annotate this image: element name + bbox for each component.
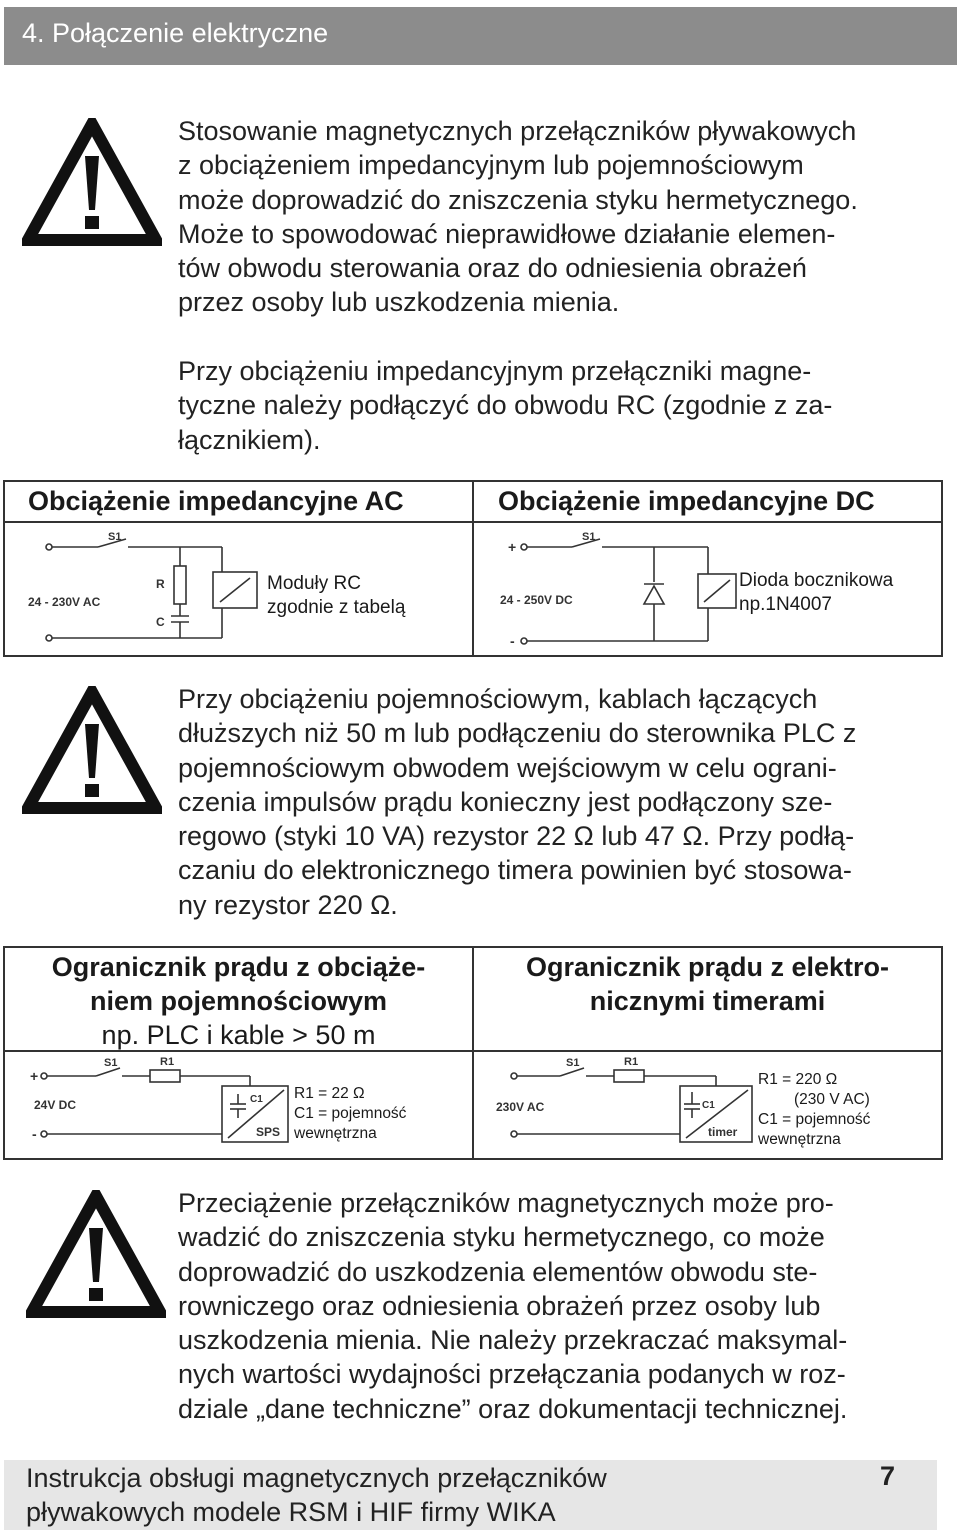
warning-triangle-icon [22,118,162,248]
text-line: z obciążeniem impedancyjnym lub pojemnościowym [178,150,804,181]
table-header-divider [3,521,943,523]
switch-label: S1 [566,1057,580,1069]
text-line: Przy obciążeniu impedancyjnym przełączniki magne- [178,356,812,386]
supply-label: 24 - 230V AC [28,595,101,609]
text-line: czenia impulsów prądu konieczny jest podłączony sze- [178,786,833,817]
plc-limiter-note [294,1084,406,1144]
switch-label: S1 [582,531,596,543]
text-line: przez osoby lub uszkodzenia mienia. [178,287,620,318]
text-line: łącznikiem). [178,424,321,455]
text-line: tów obwodu sterowania oraz do odniesienia obrażeń [178,253,807,284]
note-line: R1 = 220 Ω [758,1071,838,1088]
note-line: Dioda bocznikowa [739,570,894,591]
note-line: R1 = 22 Ω [294,1085,365,1102]
text-line: Przy obciążeniu pojemnościowym, kablach łączących [178,684,818,714]
device-label: timer [708,1125,738,1139]
warning-triangle-icon [26,1190,166,1320]
warning-1-text [178,114,938,320]
warning-triangle-icon [22,686,162,816]
text-line: pojemnościowym obwodem wejściowym w celu ograni- [178,752,837,783]
text-line: rowniczego oraz odniesienia obrażeń przez osoby lub [178,1290,821,1321]
text-line: nych wartości wydajności przełączania podanych w roz- [178,1359,846,1390]
text-line: Stosowanie magnetycznych przełączników pływakowych [178,116,857,146]
resistor-label: R [156,577,165,591]
plc-limiter-circuit-diagram [20,1052,290,1152]
note-line: wewnętrzna [294,1125,377,1142]
warning-3-text [178,1186,938,1426]
warning-2-text [178,682,938,922]
text-line: doprowadzić do uszkodzenia elementów obwodu ste- [178,1256,818,1287]
note-line: C1 = pojemność [758,1111,871,1128]
timer-limiter-circuit-diagram [490,1052,760,1152]
text-line: czaniu do elektronicznego timera powinien być stosowa- [178,855,852,886]
resistor-label: R1 [624,1056,639,1068]
capacitor-label: C1 [250,1094,263,1105]
ac-circuit-note [267,572,405,620]
resistor-label: R1 [160,1056,175,1068]
heading-line: nicznymi timerami [589,986,826,1016]
note-line: zgodnie z tabelą [267,597,406,618]
text-line: wadzić do zniszczenia styku hermetycznego, co może [178,1222,825,1253]
text-line: tyczne należy podłączyć do obwodu RC (zgodnie z za- [178,390,833,421]
text-line: ny rezystor 220 Ω. [178,889,398,920]
warning-1-rc-text [178,354,938,457]
capacitive-limiter-heading [5,950,472,1018]
capacitive-limiter-subheading: np. PLC i kable > 50 m [101,1020,376,1050]
ac-load-heading: Obciążenie impedancyjne AC [28,486,404,516]
note-line: (230 V AC) [794,1091,870,1108]
supply-label: 24 - 250V DC [500,593,573,607]
footer-document-title [26,1461,607,1529]
text-line: Może to spowodować nieprawidłowe działanie elemen- [178,218,836,249]
text-line: Przeciążenie przełączników magnetycznych może pro- [178,1188,834,1218]
table-divider [472,480,474,657]
text-line: uszkodzenia mienia. Nie należy przekraczać maksymal- [178,1325,848,1356]
capacitor-label: C [156,615,165,629]
heading-line: Ogranicznik prądu z elektro- [525,952,890,982]
dc-circuit-note [739,569,893,617]
note-line: Moduły RC [267,573,361,594]
note-line: C1 = pojemność [294,1105,407,1122]
device-label: SPS [256,1125,281,1139]
dc-load-heading: Obciążenie impedancyjne DC [498,486,875,516]
timer-limiter-heading [474,950,941,1018]
footer-line: pływakowych modele RSM i HIF firmy WIKA [26,1497,556,1527]
note-line: wewnętrzna [758,1131,841,1148]
plus-label: + [30,1068,39,1084]
switch-label: S1 [108,531,122,543]
text-line: regowo (styki 10 VA) rezystor 22 Ω lub 47 Ω. Przy podłą- [178,821,855,852]
capacitor-label: C1 [702,1100,715,1111]
minus-label: - [510,633,515,649]
page-number: 7 [880,1461,896,1491]
timer-limiter-note [758,1070,870,1150]
plus-label: + [508,539,517,555]
section-title: 4. Połączenie elektryczne [22,18,329,48]
footer-line: Instrukcja obsługi magnetycznych przełączników [26,1463,607,1493]
heading-line: niem pojemnościowym [89,986,388,1016]
dc-diode-circuit-diagram [490,526,740,652]
text-line: dziale „dane techniczne” oraz dokumentacji technicznej. [178,1393,848,1424]
heading-line: Ogranicznik prądu z obciąże- [51,952,426,982]
supply-label: 230V AC [496,1100,545,1114]
ac-rc-circuit-diagram [20,526,270,652]
text-line: dłuższych niż 50 m lub podłączeniu do sterownika PLC z [178,718,857,749]
switch-label: S1 [104,1057,118,1069]
minus-label: - [32,1126,37,1142]
supply-label: 24V DC [34,1098,77,1112]
note-line: np.1N4007 [739,594,832,615]
text-line: może doprowadzić do zniszczenia styku hermetycznego. [178,184,858,215]
